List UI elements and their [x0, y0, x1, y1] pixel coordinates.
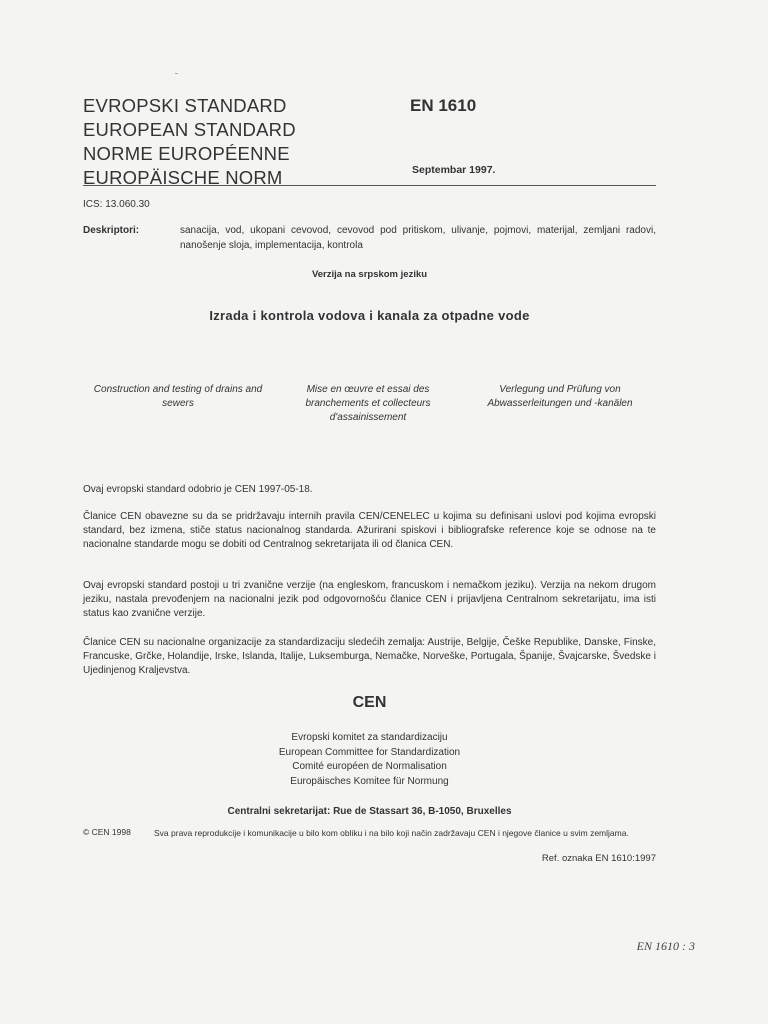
standard-number: EN 1610 — [410, 96, 477, 115]
reference-number: Ref. oznaka EN 1610:1997 — [541, 853, 656, 864]
standard-title-de: EUROPÄISCHE NORM — [83, 167, 283, 188]
approval-paragraph: Ovaj evropski standard odobrio je CEN 1997-05-18. — [83, 484, 313, 495]
header-divider — [83, 185, 656, 186]
official-versions-paragraph: Ovaj evropski standard postoji u tri zvanične verzije (na engleskom, francuskom i nemačkom jeziku). Verzija na nekom drugom jeziku, nastala prevođenjem na nacionalni jezik pod odgovornošću članice CEN i prijavljena Centralnom sekretarijatu, ima isti status kao zvanične verzije. — [83, 580, 656, 619]
secretariat-address: Centralni sekretarijat: Rue de Stassart 36, B-1050, Bruxelles — [227, 806, 512, 817]
title-german: Verlegung und Prüfung von Abwasserleitungen und -kanälen — [487, 384, 633, 409]
publication-date: Septembar 1997. — [412, 164, 496, 176]
descriptors-label: Deskriptori: — [83, 225, 140, 236]
standard-titles — [83, 94, 296, 190]
document-title: Izrada i kontrola vodova i kanala za otpadne vode — [209, 308, 530, 323]
standard-title-en: EUROPEAN STANDARD — [83, 119, 296, 140]
scan-speck — [175, 73, 178, 74]
version-note: Verzija na srpskom jeziku — [311, 269, 428, 280]
cen-names — [83, 731, 656, 789]
cen-logo: CEN — [352, 694, 387, 711]
cen-name-de: Europäisches Komitee für Normung — [290, 775, 449, 787]
title-english: Construction and testing of drains and sewers — [93, 384, 263, 409]
cen-name-en: European Committee for Standardization — [278, 746, 461, 758]
page-number: EN 1610 : 3 — [636, 939, 695, 953]
cen-name-fr: Comité européen de Normalisation — [292, 761, 447, 772]
title-french: Mise en œuvre et essai des branchements et collecteurs d'assainissement — [305, 384, 431, 423]
standard-title-fr: NORME EUROPÉENNE — [83, 143, 290, 164]
cen-name-sr: Evropski komitet za standardizaciju — [291, 732, 448, 743]
member-countries-paragraph: Članice CEN su nacionalne organizacije za standardizaciju sledećih zemalja: Austrije, Belgije, Češke Republike, Danske, Finske, Francuske, Grčke, Holandije, Irske, Islanda, Italije, Luksemburga, Nemačke, Norveške, Portugala, Španije, Švajcarske, Švedske i Ujedinjenog Kraljevstva. — [83, 637, 656, 676]
copyright: © CEN 1998 — [83, 827, 131, 837]
ics-code: ICS: 13.060.30 — [83, 199, 150, 210]
standard-title-sr: EVROPSKI STANDARD — [83, 95, 287, 116]
rights-statement: Sva prava reprodukcije i komunikacije u bilo kom obliku i na bilo koji način zadržavaju CEN i njegove članice u svim zemljama. — [154, 828, 629, 838]
members-rules-paragraph: Članice CEN obavezne su da se pridržavaju internih pravila CEN/CENELEC u kojima su definisani uslovi pod kojima evropski standard, bez izmena, stiče status nacionalnog standarda. Ažurirani spiskovi i bibliografske reference koje se odnose na te nacionalne standarde mogu se dobiti od Centralnog sekretarijata ili od članica CEN. — [83, 511, 656, 550]
descriptors-text: sanacija, vod, ukopani cevovod, cevovod pod pritiskom, ulivanje, pojmovi, materijal, zemljani radovi, nanošenje sloja, implementacija, kontrola — [180, 225, 656, 251]
